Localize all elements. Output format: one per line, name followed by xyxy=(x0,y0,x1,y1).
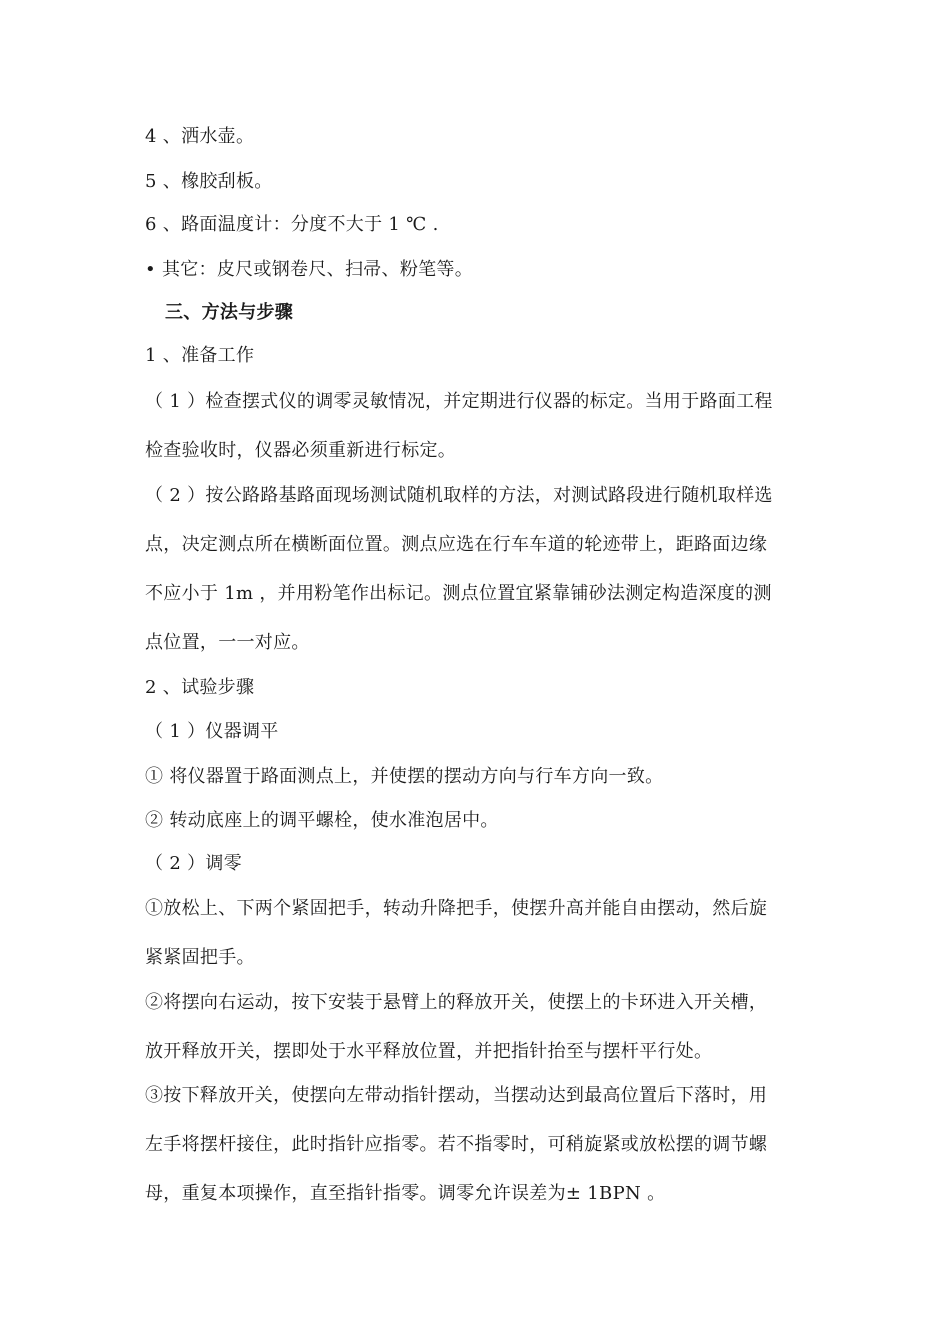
text-line: ③按下释放开关，使摆向左带动指针摆动，当摆动达到最高位置后下落时，用 xyxy=(145,1085,768,1106)
text-line: （ 1 ）仪器调平 xyxy=(145,721,279,742)
text-line: 检查验收时，仪器必须重新进行标定。 xyxy=(145,440,457,461)
text-line: （ 2 ）按公路路基路面现场测试随机取样的方法，对测试路段进行随机取样选 xyxy=(145,485,773,506)
text-line: 4 、洒水壶。 xyxy=(145,126,255,147)
text-line: ②将摆向右运动，按下安装于悬臂上的释放开关，使摆上的卡环进入开关槽， xyxy=(145,992,768,1013)
subsection-heading: 2 、试验步骤 xyxy=(145,677,255,698)
text-line: ② 转动底座上的调平螺栓，使水准泡居中。 xyxy=(145,810,499,831)
text-line: ① 将仪器置于路面测点上，并使摆的摆动方向与行车方向一致。 xyxy=(145,766,664,787)
text-line: 点位置，一一对应。 xyxy=(145,632,310,653)
text-line: 母，重复本项操作，直至指针指零。调零允许误差为± 1BPN 。 xyxy=(145,1183,666,1204)
text-line: 放开释放开关，摆即处于水平释放位置，并把指针抬至与摆杆平行处。 xyxy=(145,1041,713,1062)
text-line: （ 2 ）调零 xyxy=(145,853,242,874)
text-line: 紧紧固把手。 xyxy=(145,947,255,968)
text-line: （ 1 ）检查摆式仪的调零灵敏情况，并定期进行仪器的标定。当用于路面工程 xyxy=(145,391,773,412)
list-bullet-line: • 其它：皮尺或钢卷尺、扫帚、粉笔等。 xyxy=(145,259,474,280)
text-line: 不应小于 1m ，并用粉笔作出标记。测点位置宜紧靠铺砂法测定构造深度的测 xyxy=(145,583,772,604)
text-line: ①放松上、下两个紧固把手，转动升降把手，使摆升高并能自由摆动，然后旋 xyxy=(145,898,768,919)
text-line: 5 、橡胶刮板。 xyxy=(145,171,273,192)
subsection-heading: 1 、准备工作 xyxy=(145,345,255,366)
text-line: 点，决定测点所在横断面位置。测点应选在行车车道的轮迹带上，距路面边缘 xyxy=(145,534,768,555)
text-line: 左手将摆杆接住，此时指针应指零。若不指零时，可稍旋紧或放松摆的调节螺 xyxy=(145,1134,768,1155)
text-line: 6 、路面温度计：分度不大于 1 ℃ . xyxy=(145,214,439,235)
section-heading: 三、方法与步骤 xyxy=(165,302,294,323)
